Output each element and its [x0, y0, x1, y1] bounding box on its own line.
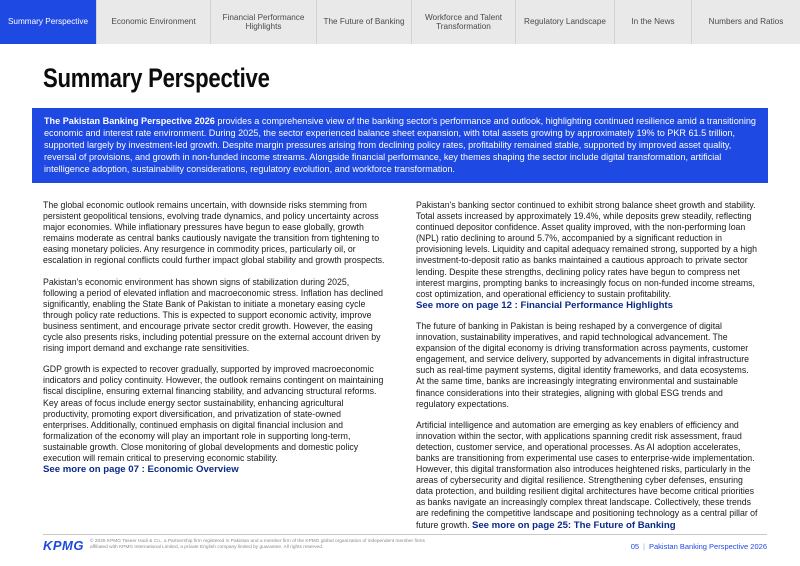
future-of-banking-paragraph: The future of banking in Pakistan is being reshaped by a convergence of digital innovation, sustainability imperatives, and rapid technological advancement. The expansion of the digital economy is driving transformation across payments, customer engagement, and service delivery, supported by advancements in digital infrastructure such as real-time payment systems, digital identity frameworks, and data ecosystems. At the same time, banks are increasingly integrating environmental and sustainable finance considerations into their strategies, aligning with global ESG trends and regulatory expectations.	[416, 320, 750, 409]
left-column	[43, 200, 385, 485]
global-outlook-paragraph: The global economic outlook remains uncertain, with downside risks stemming from persistent geopolitical tensions, evolving trade dynamics, and policy uncertainty across major economies. While inflationary pressures have begun to ease globally, growth remains moderate as central banks cautiously navigate the transition from tightening to easing monetary policies. Any resurgence in commodity prices, particularly oil, or escalation in regional conflicts could further impact global stability and growth prospects.	[43, 200, 385, 266]
see-more-economic-overview-link[interactable]: See more on page 07 : Economic Overview	[43, 464, 239, 476]
ai-automation-paragraph	[416, 420, 758, 531]
page-title: Summary Perspective	[43, 63, 270, 93]
publication-name: Pakistan Banking Perspective 2026	[649, 542, 767, 551]
tab-in-the-news[interactable]: In the News	[615, 0, 692, 44]
page-number	[631, 542, 767, 551]
pakistan-economy-paragraph: Pakistan's economic environment has shown signs of stabilization during 2025, following a period of elevated inflation and macroeconomic stress. Inflation has declined significantly, enabling the State Bank of Pakistan to initiate a monetary easing cycle through policy rate reductions. This is expected to support economic activity, improve business sentiment, and encourage private sector credit growth. However, the easing cycle also presents risks, including potential pressure on the external account driven by rising import demand and exchange rate sensitivities.	[43, 276, 383, 354]
tab-financial-performance-highlights[interactable]: Financial Performance Highlights	[211, 0, 317, 44]
banking-sector-paragraph: Pakistan's banking sector continued to exhibit strong balance sheet growth and stability. Total assets increased by approximately 19.4%, while deposits grew steadily, reflecting continued depositor confidence. Asset quality improved, with the non-performing loan (NPL) ratio declining to around 5.7%, accompanied by a significant reduction in provisioning levels. Liquidity and capital adequacy remained strong, supported by a high investment-to-deposit ratio as banks maintained a cautious approach to private sector lending. Despite these strengths, declining policy rates have begun to compress net interest margins, prompting banks to increasingly focus on non-funded income streams, cost optimization, and operational efficiency to sustain profitability.	[416, 200, 757, 299]
top-navigation	[0, 0, 800, 44]
tab-numbers-and-ratios[interactable]: Numbers and Ratios	[708, 17, 784, 27]
footer-legal-text: © 2026 KPMG Taseer Hadi & Co., a Partnership firm registered in Pakistan and a member firm of the KPMG global organization of independent member firms affiliated with KPMG International Limited, a private English company limited by guarantee. All rights reserved.	[90, 539, 425, 551]
footer-divider	[43, 534, 767, 535]
page-number-value: 05	[630, 542, 640, 551]
tab-economic-environment[interactable]: Economic Environment	[97, 0, 211, 44]
gdp-growth-paragraph: GDP growth is expected to recover gradually, supported by improved macroeconomic indicators and policy continuity. However, the outlook remains contingent on maintaining fiscal discipline, ensuring external financing stability, and advancing structural reforms. Key areas of focus include energy sector sustainability, enhancing agricultural productivity, promoting export diversification, and privatization of state-owned enterprises. Additionally, continued emphasis on digital financial inclusion and formalization of the economy will play an important role in supporting long-term, sustainable growth. Close monitoring of global developments and domestic policy execution will remain critical to preserving economic stability.	[43, 364, 384, 463]
intro-banner	[32, 108, 768, 183]
tab-regulatory-landscape[interactable]: Regulatory Landscape	[516, 0, 615, 44]
kpmg-logo: KPMG	[43, 538, 84, 553]
right-column	[416, 200, 758, 541]
see-more-future-of-banking-link[interactable]: See more on page 25: The Future of Banking	[471, 519, 676, 531]
tab-summary-perspective[interactable]: Summary Perspective	[0, 0, 97, 44]
intro-lead: The Pakistan Banking Perspective 2026	[44, 116, 215, 126]
see-more-financial-performance-link[interactable]: See more on page 12 : Financial Performance Highlights	[416, 299, 673, 311]
intro-body: provides a comprehensive view of the banking sector's performance and outlook, highlighting continued resilience amid a transitioning economic and interest rate environment. During 2025, the sector experienced balance sheet expansion, with total assets growing by approximately 19% to PKR 61.5 trillion, supported largely by investment-led growth. Despite margin pressures arising from declining policy rates, profitability remained stable, supported by improved asset quality, reversal of provisions, and growth in non-funded income streams. Alongside financial performance, key themes shaping the sector include digital transformation, artificial intelligence adoption, sustainability considerations, regulatory evolution, and workforce transformation.	[44, 116, 756, 174]
ai-automation-text: Artificial intelligence and automation are emerging as key enablers of efficiency and innovation within the sector, with applications spanning credit risk assessment, fraud detection, customer service, and operational processes. As AI adoption accelerates, banks are transitioning from experimental use cases to enterprise-wide implementation. However, this digital transformation also introduces heightened risks, particularly in the areas of cybersecurity and digital resilience. Strengthening cyber defenses, ensuring data protection, and building resilient digital architectures have become critical priorities as banks navigate an increasingly complex threat landscape. Collectively, these trends are redefining the competitive landscape and positioning technology as a central pillar of future growth.	[416, 419, 758, 530]
page-number-separator: |	[643, 542, 645, 551]
tab-workforce-talent[interactable]: Workforce and Talent Transformation	[412, 0, 516, 44]
tab-future-of-banking[interactable]: The Future of Banking	[317, 0, 412, 44]
